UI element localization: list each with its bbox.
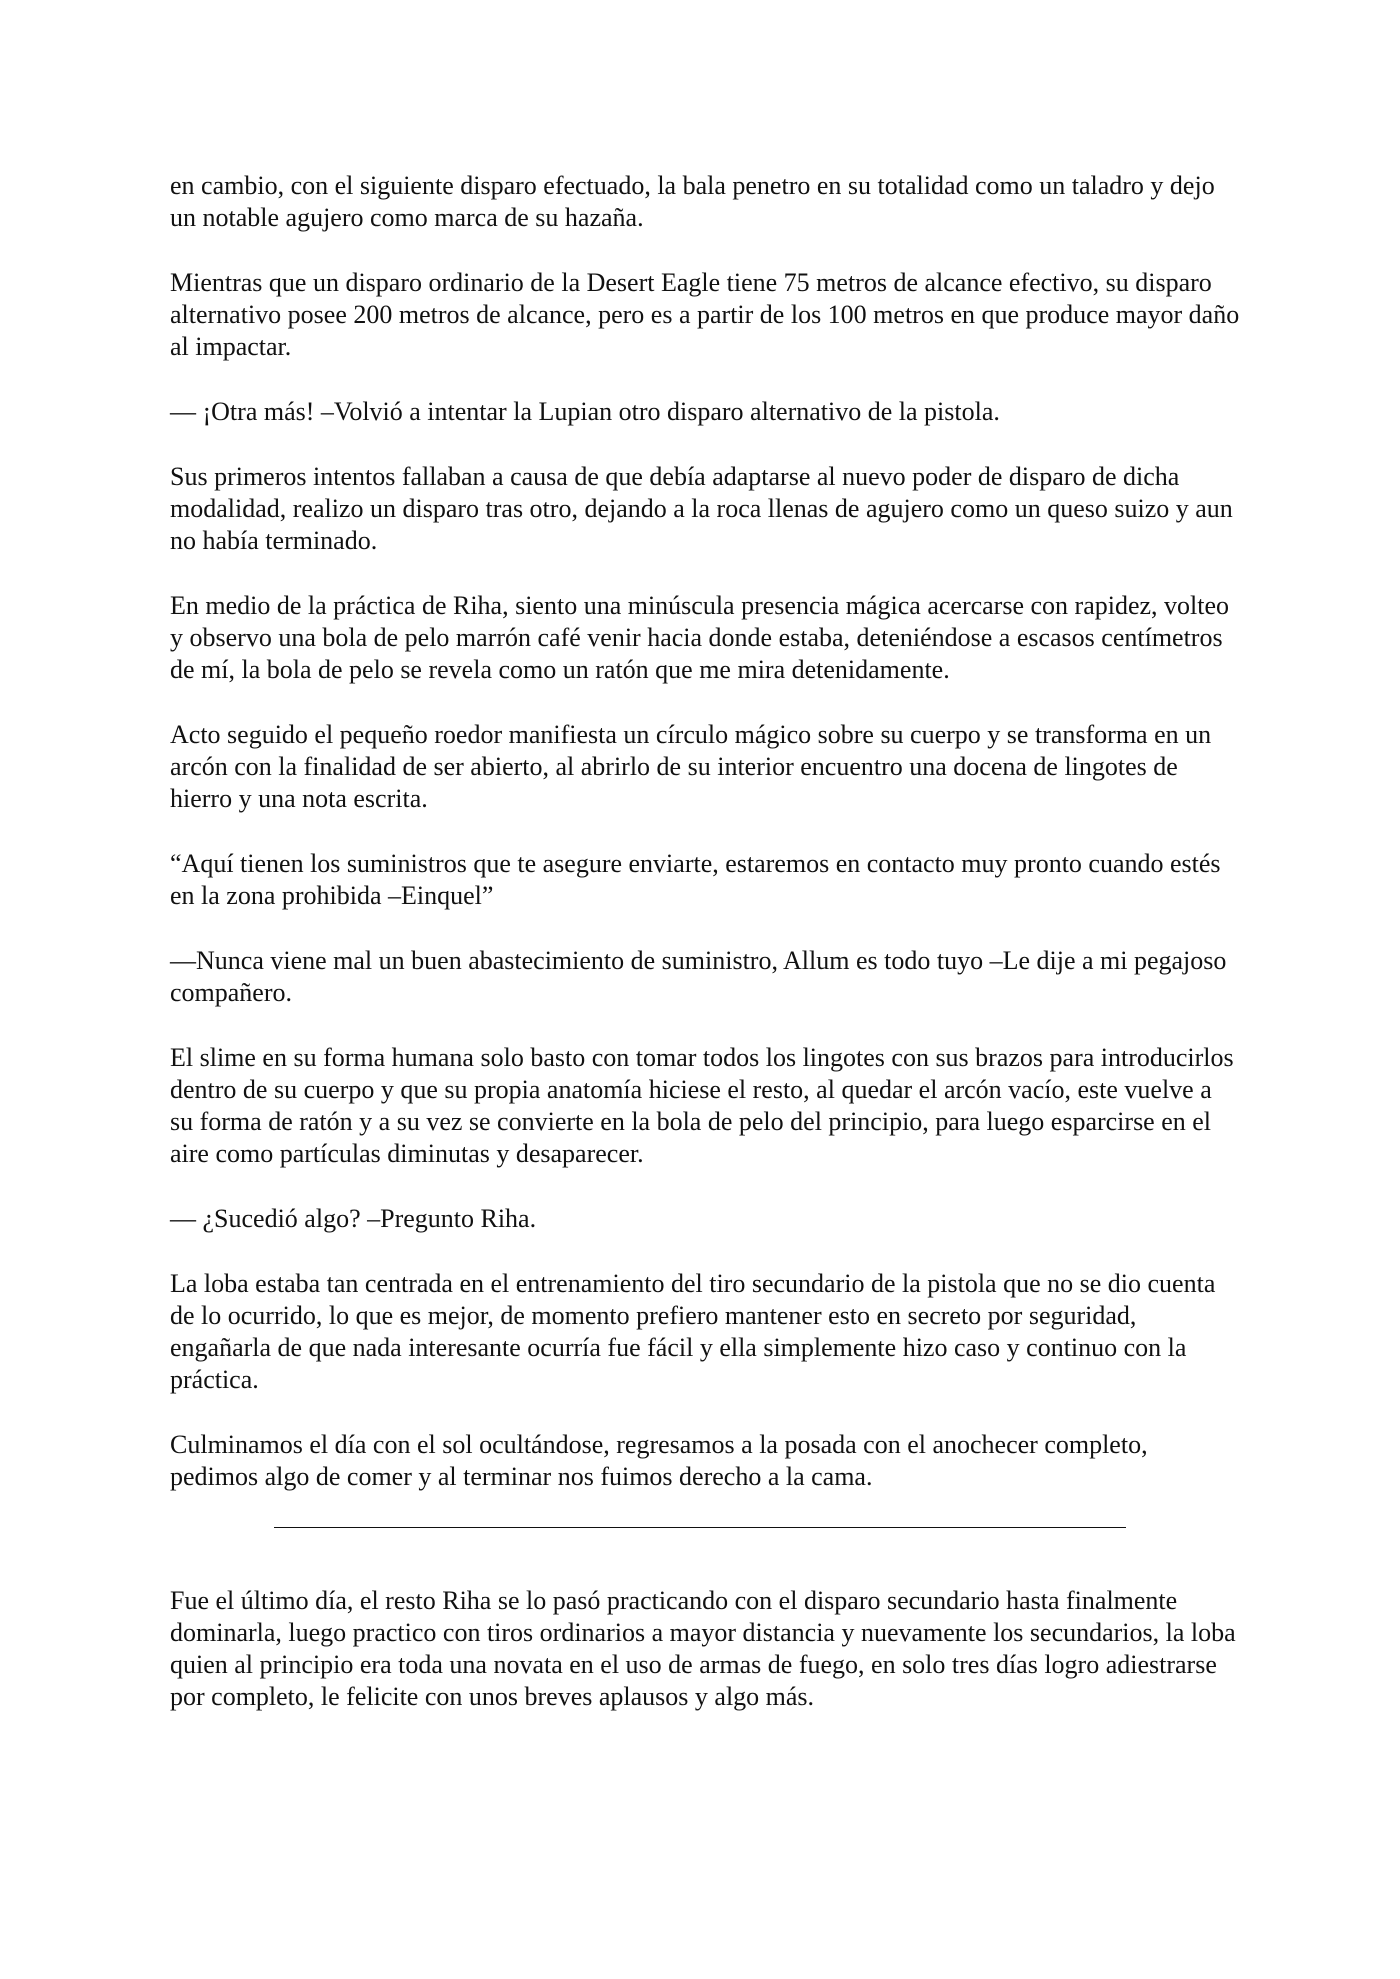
paragraph: Mientras que un disparo ordinario de la Desert Eagle tiene 75 metros de alcance efectivo, su disparo alternativo posee 200 metros de alcance, pero es a partir de los 100 metros en que produce mayor daño al impactar.	[170, 268, 1240, 361]
dialogue-paragraph: — ¡Otra más! –Volvió a intentar la Lupian otro disparo alternativo de la pistola.	[170, 397, 1000, 426]
paragraph: Fue el último día, el resto Riha se lo pasó practicando con el disparo secundario hasta finalmente dominarla, luego practico con tiros ordinarios a mayor distancia y nuevamente los secundarios, la loba quien al principio era toda una novata en el uso de armas de fuego, en solo tres días logro adiestrarse por completo, le felicite con unos breves aplausos y algo más.	[170, 1586, 1236, 1711]
quoted-note-paragraph: “Aquí tienen los suministros que te asegure enviarte, estaremos en contacto muy pronto cuando estés en la zona prohibida –Einquel”	[170, 849, 1221, 910]
dialogue-paragraph: —Nunca viene mal un buen abastecimiento de suministro, Allum es todo tuyo –Le dije a mi pegajoso compañero.	[170, 946, 1227, 1007]
page-body	[170, 170, 1240, 1746]
dialogue-paragraph: — ¿Sucedió algo? –Pregunto Riha.	[170, 1204, 537, 1233]
paragraph: Sus primeros intentos fallaban a causa de que debía adaptarse al nuevo poder de disparo de dicha modalidad, realizo un disparo tras otro, dejando a la roca llenas de agujero como un queso suizo y aun no había terminado.	[170, 462, 1233, 555]
section-divider	[274, 1527, 1126, 1528]
paragraph: Acto seguido el pequeño roedor manifiesta un círculo mágico sobre su cuerpo y se transforma en un arcón con la finalidad de ser abierto, al abrirlo de su interior encuentro una docena de lingotes de hierro y una nota escrita.	[170, 720, 1212, 813]
paragraph: en cambio, con el siguiente disparo efectuado, la bala penetro en su totalidad como un taladro y dejo un notable agujero como marca de su hazaña.	[170, 171, 1215, 232]
paragraph: El slime en su forma humana solo basto con tomar todos los lingotes con sus brazos para introducirlos dentro de su cuerpo y que su propia anatomía hiciese el resto, al quedar el arcón vacío, este vuelve a su forma de ratón y a su vez se convierte en la bola de pelo del principio, para luego esparcirse en el aire como partículas diminutas y desaparecer.	[170, 1043, 1234, 1168]
paragraph: La loba estaba tan centrada en el entrenamiento del tiro secundario de la pistola que no se dio cuenta de lo ocurrido, lo que es mejor, de momento prefiero mantener esto en secreto por seguridad, engañarla de que nada interesante ocurría fue fácil y ella simplemente hizo caso y continuo con la práctica.	[170, 1269, 1216, 1394]
paragraph: Culminamos el día con el sol ocultándose, regresamos a la posada con el anochecer completo, pedimos algo de comer y al terminar nos fuimos derecho a la cama.	[170, 1430, 1148, 1491]
paragraph: En medio de la práctica de Riha, siento una minúscula presencia mágica acercarse con rapidez, volteo y observo una bola de pelo marrón café venir hacia donde estaba, deteniéndose a escasos centímetros de mí, la bola de pelo se revela como un ratón que me mira detenidamente.	[170, 591, 1230, 684]
